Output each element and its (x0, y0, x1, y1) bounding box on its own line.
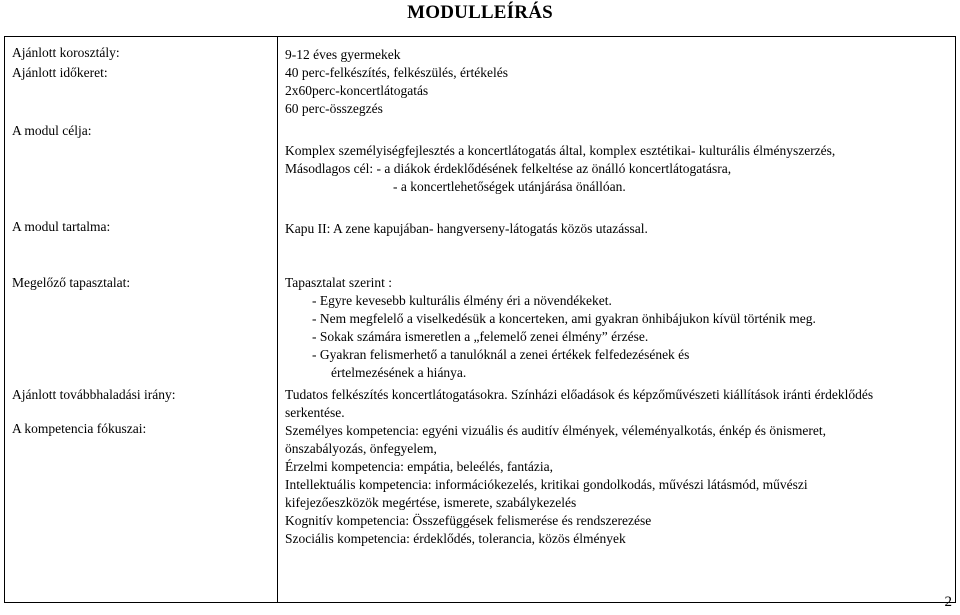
next-line-1: Tudatos felkészítés koncertlátogatásokra. Színházi előadások és képzőművészeti kiállítások iránti érdeklődés (285, 387, 874, 402)
label-time: Ajánlott időkeret: (12, 65, 108, 80)
competence-line-3: Érzelmi kompetencia: empátia, beleélés, fantázia, (285, 459, 553, 474)
age-value: 9-12 éves gyermekek (285, 47, 401, 62)
competence-line-5: kifejezőeszközök megértése, ismerete, szabálykezelés (285, 495, 577, 510)
prior-intro: Tapasztalat szerint : (285, 275, 393, 290)
prior-item-1: - Egyre kevesebb kulturális élmény éri a növendékeket. (312, 293, 612, 308)
goal-line-3: - a koncertlehetőségek utánjárása önállóan. (393, 179, 626, 194)
label-age: Ajánlott korosztály: (12, 45, 120, 60)
content-value: Kapu II: A zene kapujában- hangverseny-látogatás közös utazással. (285, 221, 648, 236)
goal-line-2: Másodlagos cél: - a diákok érdeklődésének felkeltése az önálló koncertlátogatásra, (285, 161, 732, 176)
competence-line-6: Kognitív kompetencia: Összefüggések felismerése és rendszerezése (285, 513, 652, 528)
prior-item-4: - Gyakran felismerhető a tanulóknál a zenei értékek felfedezésének és (312, 347, 690, 362)
prior-item-2: - Nem megfelelő a viselkedésük a koncerteken, ami gyakran önhibájukon kívül történik meg. (312, 311, 816, 326)
competence-line-1: Személyes kompetencia: egyéni vizuális és auditív élmények, véleményalkotás, énkép és önismeret, (285, 423, 826, 438)
time-value-2: 2x60perc-koncertlátogatás (285, 83, 429, 98)
label-competence-focus: A kompetencia fókuszai: (12, 421, 147, 436)
prior-item-3: - Sokak számára ismeretlen a „felemelő zenei élmény” érzése. (312, 329, 649, 344)
time-value-1: 40 perc-felkészítés, felkészülés, értékelés (285, 65, 509, 80)
document-title: MODULLEÍRÁS (407, 2, 553, 23)
prior-item-4-cont: értelmezésének a hiánya. (331, 365, 467, 380)
page-number: 2 (944, 594, 952, 610)
label-next-direction: Ajánlott továbbhaladási irány: (12, 387, 176, 402)
competence-line-7: Szociális kompetencia: érdeklődés, tolerancia, közös élmények (285, 531, 626, 546)
goal-line-1: Komplex személyiségfejlesztés a koncertlátogatás által, komplex esztétikai- kulturális élményszerzés, (285, 143, 836, 158)
competence-line-4: Intellektuális kompetencia: információkezelés, kritikai gondolkodás, művészi látásmód, művészi (285, 477, 808, 492)
competence-line-2: önszabályozás, önfegyelem, (285, 441, 437, 456)
label-goal: A modul célja: (12, 123, 92, 138)
label-prior-experience: Megelőző tapasztalat: (12, 275, 131, 290)
label-content: A modul tartalma: (12, 219, 111, 234)
next-line-2: serkentése. (285, 405, 345, 420)
time-value-3: 60 perc-összegzés (285, 101, 383, 116)
column-divider (277, 36, 278, 603)
